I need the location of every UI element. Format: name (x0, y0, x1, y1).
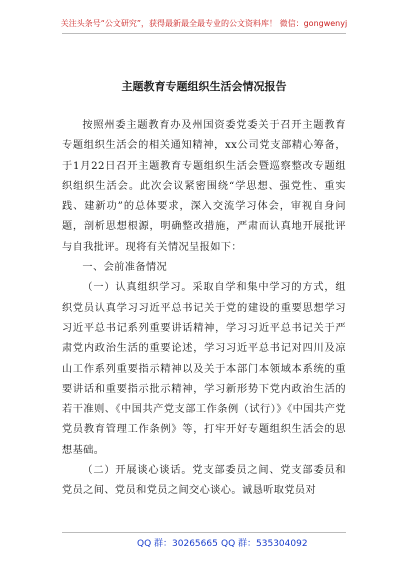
footer-qq-group-2: QQ 群：535304092 (221, 539, 308, 549)
footer-qq-group-1: QQ 群：30265665 (137, 539, 218, 549)
section-heading: 一、会前准备情况 (82, 262, 168, 274)
intro-paragraph: 按照州委主题教育办及州国资委党委关于召开主题教育专题组织生活会的相关通知精神，xx公司党支部精心筹备，于1月22日召开主题教育专题组织生活会暨巡察整改专题组织组织生活会。此次会议紧密围绕“学思想、强党性、重实践、建新功”的总体要求，深入交流学习体会，审视自身问题，剖析思想根源，明确整改措施，严肃而认真地开展批评与自我批评。现将有关情况呈报如下： (62, 120, 346, 253)
header-banner: 关注头条号“公文研究”，获得最新最全最专业的公文资料库！ 微信：gongwenyj (60, 19, 348, 28)
document-title: 主题教育专题组织生活会情况报告 (121, 80, 287, 93)
body-paragraph: （一）认真组织学习。采取自学和集中学习的方式，组织党员认真学习习近平总书记关于党的建设的重要思想学习习近平总书记系列重要讲话精神，学习习近平总书记关于严肃党内政治生活的重要论述，学习习近平总书记对四川及凉山工作系列重要指示精神以及关于本部门本领域本系统的重要讲话和重要指示批示精神，学习新形势下党内政治生活的若干准则、《中国共产党支部工作条例（试行）》《中国共产党党员教育管理工作条例》等，打牢开好专题组织生活会的思想基础。 (62, 282, 346, 456)
document-body (62, 116, 346, 502)
footer-divider (62, 532, 346, 533)
body-paragraph: （二）开展谈心谈话。党支部委员之间、党支部委员和党员之间、党员和党员之间交心谈心。诚恳听取党员对 (62, 465, 346, 497)
header-divider (62, 33, 346, 34)
